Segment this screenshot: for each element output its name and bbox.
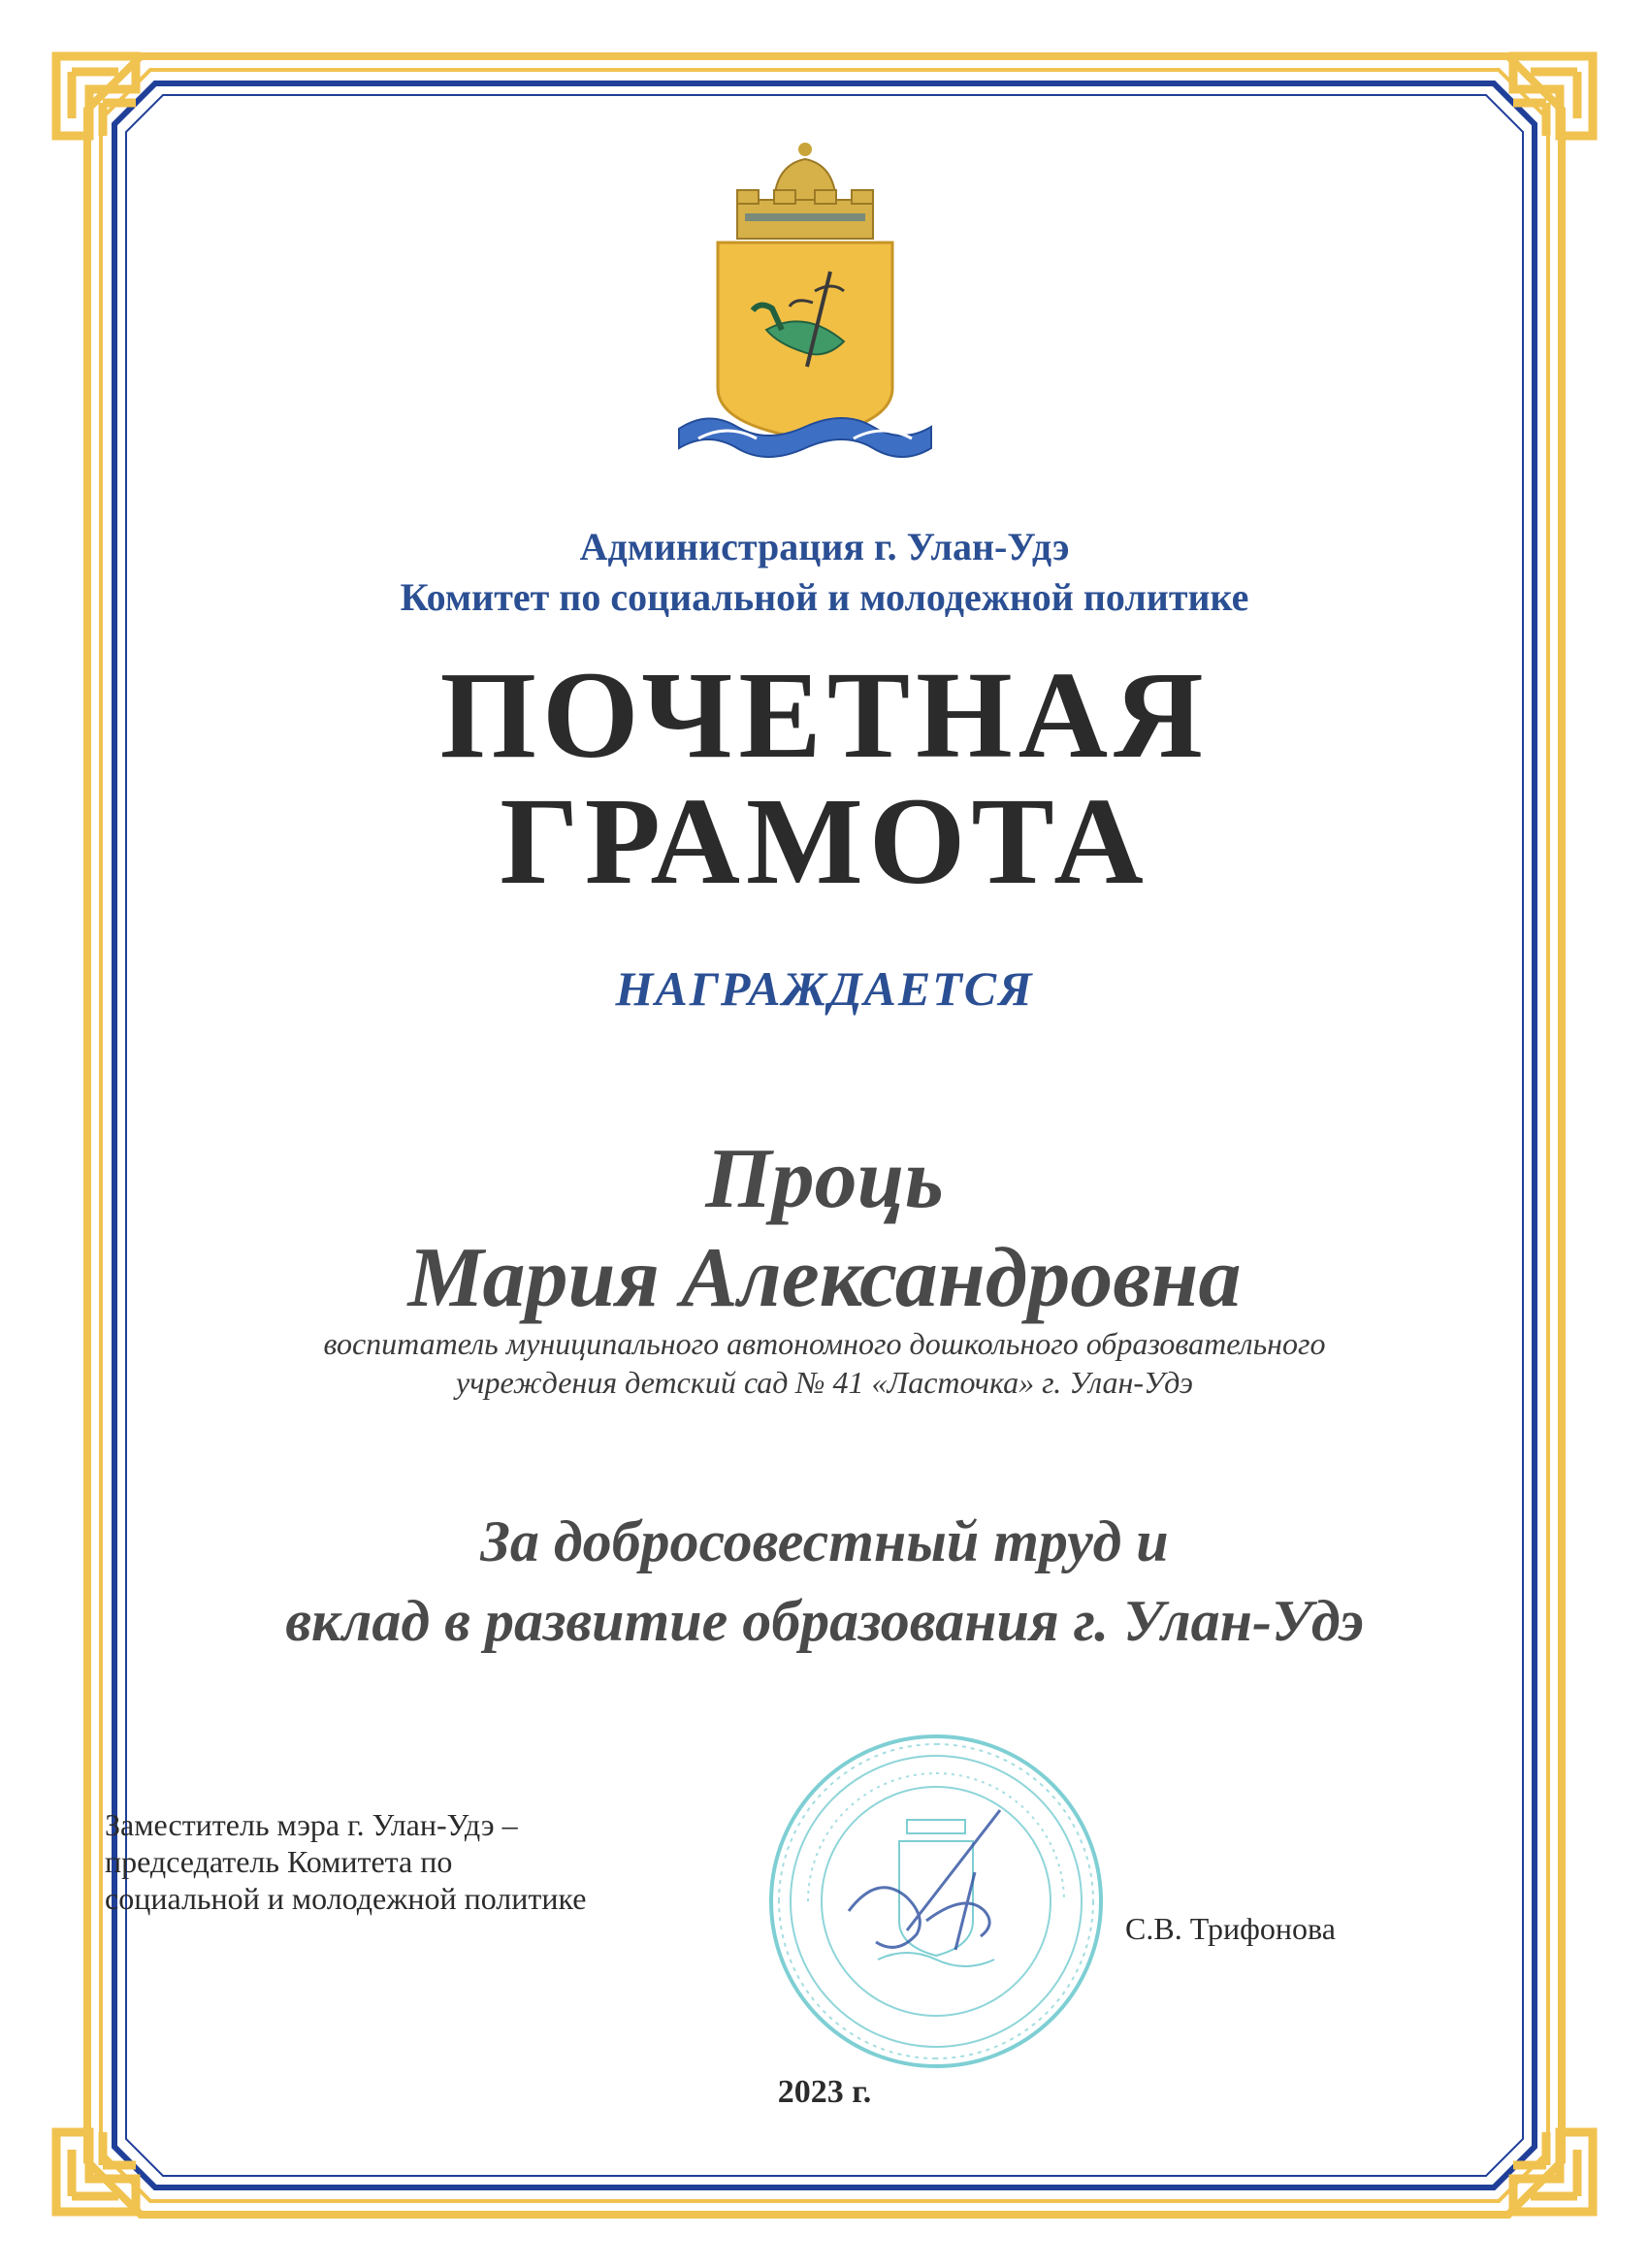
city-emblem — [660, 136, 951, 466]
signatory-line-2: председатель Комитета по — [105, 1844, 453, 1879]
award-label: НАГРАЖДАЕТСЯ — [615, 961, 1034, 1016]
issuer-header — [146, 522, 1504, 623]
reason-line-1: За добросовестный труд и — [480, 1509, 1169, 1573]
issuer-administration: Администрация г. Улан-Удэ — [579, 525, 1070, 568]
recipient-name — [146, 1130, 1504, 1328]
signature-icon — [849, 1810, 1000, 1950]
issuer-committee: Комитет по социальной и молодежной политике — [400, 575, 1249, 619]
title-line-2: ГРАМОТА — [500, 772, 1149, 910]
signer-name: С.В. Трифонова — [1125, 1911, 1336, 1946]
reason-line-2: вклад в развитие образования г. Улан-Удэ — [285, 1589, 1364, 1653]
issue-year: 2023 г. — [777, 2074, 872, 2110]
signatory-line-3: социальной и молодежной политике — [105, 1881, 587, 1916]
position-line-2: учреждения детский сад № 41 «Ласточка» г. Улан-Удэ — [456, 1365, 1193, 1400]
recipient-position — [146, 1324, 1504, 1402]
signatory-line-1: Заместитель мэра г. Улан-Удэ – — [105, 1807, 518, 1842]
official-seal — [761, 1727, 1111, 2076]
recipient-surname: Проць — [705, 1132, 944, 1226]
award-reason — [107, 1502, 1542, 1661]
title-line-1: ПОЧЕТНАЯ — [439, 646, 1210, 784]
official-seal-icon — [761, 1727, 1111, 2076]
certificate-title — [146, 646, 1504, 910]
recipient-given-names: Мария Александровна — [407, 1231, 1242, 1325]
position-line-1: воспитатель муниципального автономного дошкольного образовательного — [323, 1326, 1326, 1361]
signatory-title — [105, 1806, 726, 1917]
coat-of-arms-icon — [660, 136, 951, 466]
